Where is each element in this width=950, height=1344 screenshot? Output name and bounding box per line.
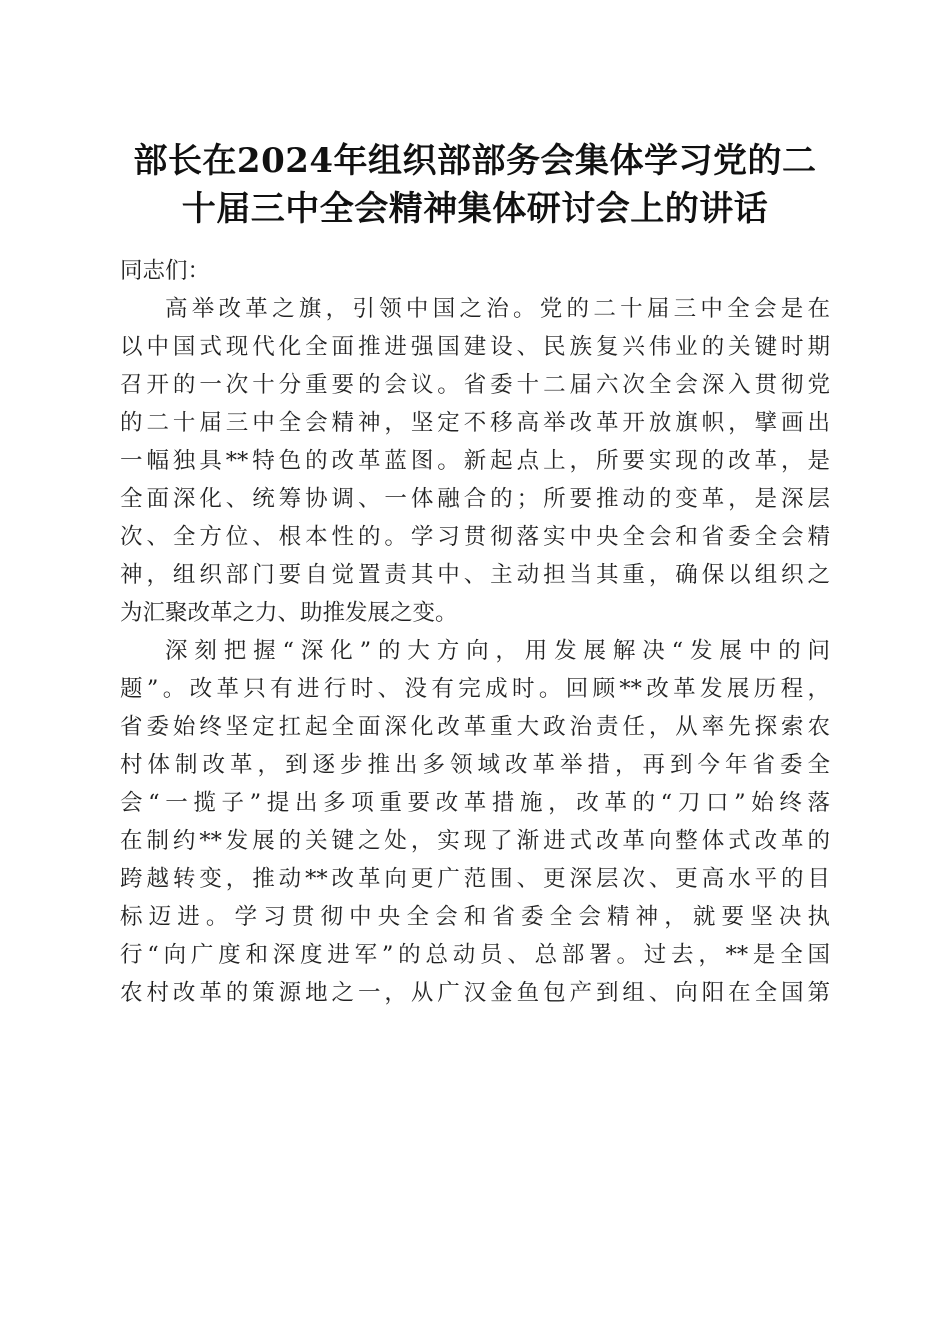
paragraph-line: 为汇聚改革之力、助推发展之变。 [120,600,458,626]
paragraph-line: 以中国式现代化全面推进强国建设、民族复兴伟业的关键时期 [120,334,830,360]
paragraph-line: 次、全方位、根本性的。学习贯彻落实中央全会和省委全会精 [120,524,830,550]
paragraph-line: 高举改革之旗，引领中国之治。党的二十届三中全会是在 [165,296,830,322]
paragraph-line: 在制约**发展的关键之处，实现了渐进式改革向整体式改革的 [120,828,830,854]
paragraph-line: 召开的一次十分重要的会议。省委十二届六次全会深入贯彻党 [120,372,830,398]
paragraph-line: 省委始终坚定扛起全面深化改革重大政治责任，从率先探索农 [120,714,830,740]
paragraph-1 [120,290,830,632]
paragraph-line: 全面深化、统筹协调、一体融合的；所要推动的变革，是深层 [120,486,830,512]
salutation: 同志们： [120,258,211,284]
document-title [110,137,840,233]
paragraph-line: 标迈进。学习贯彻中央全会和省委全会精神，就要坚决执 [120,904,830,930]
paragraph-line: 深刻把握“深化”的大方向，用发展解决“发展中的问 [165,638,830,664]
paragraph-line: 的二十届三中全会精神，坚定不移高举改革开放旗帜，擘画出 [120,410,830,436]
paragraph-line: 村体制改革，到逐步推出多领域改革举措，再到今年省委全 [120,752,830,778]
paragraph-line: 一幅独具**特色的改革蓝图。新起点上，所要实现的改革，是 [120,448,830,474]
paragraph-2 [120,632,830,1012]
document-body [120,252,830,1012]
title-line-2: 十届三中全会精神集体研讨会上的讲话 [181,189,769,229]
paragraph-line: 农村改革的策源地之一，从广汉金鱼包产到组、向阳在全国第 [120,980,830,1006]
title-line-1: 部长在2024年组织部部务会集体学习党的二 [133,141,817,181]
paragraph-line: 会“一揽子”提出多项重要改革措施，改革的“刀口”始终落 [120,790,830,816]
paragraph-line: 行“向广度和深度进军”的总动员、总部署。过去，**是全国 [120,942,830,968]
paragraph-line: 神，组织部门要自觉置责其中、主动担当其重，确保以组织之 [120,562,830,588]
paragraph-line: 题”。改革只有进行时、没有完成时。回顾**改革发展历程， [120,676,830,702]
paragraph-line: 跨越转变，推动**改革向更广范围、更深层次、更高水平的目 [120,866,830,892]
